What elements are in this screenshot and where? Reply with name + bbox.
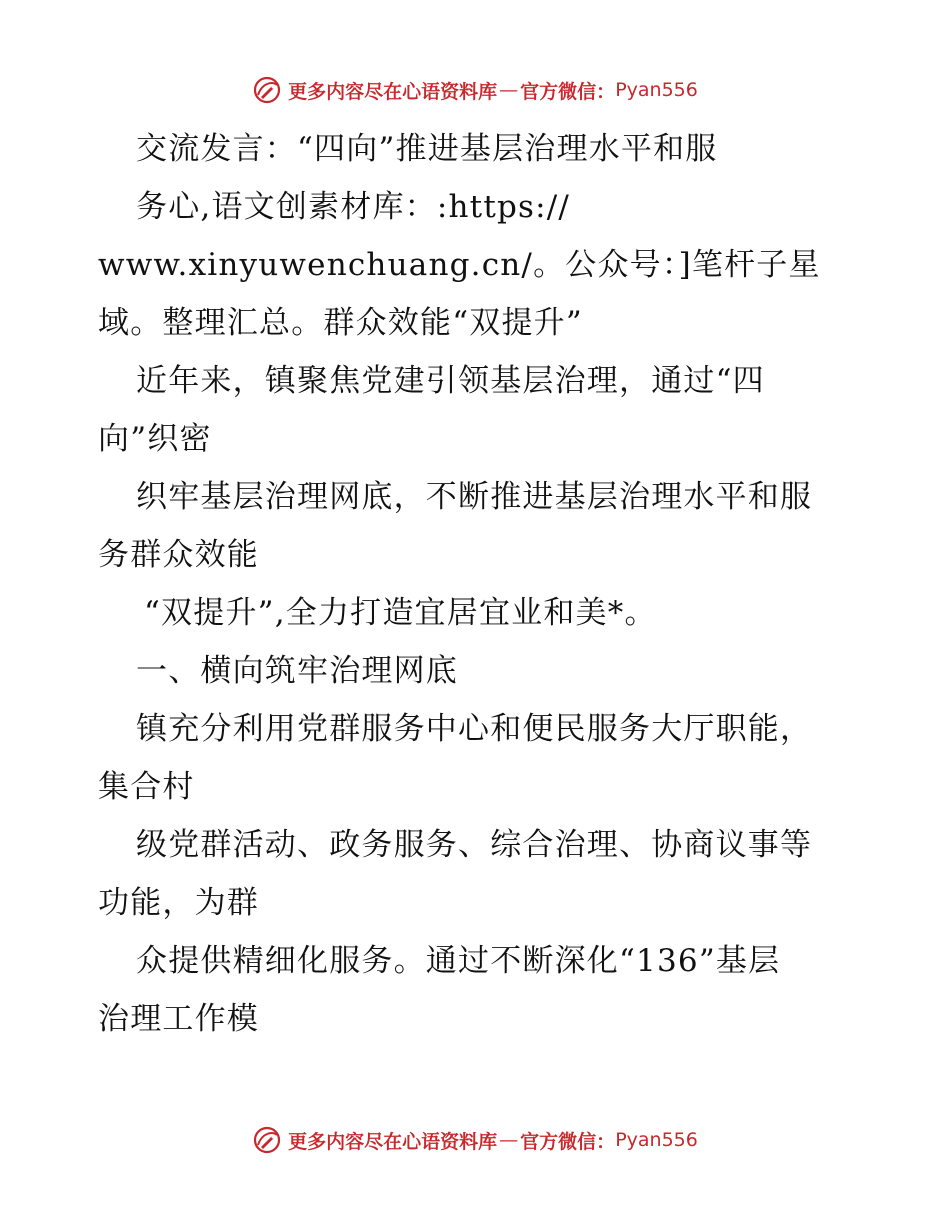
text-line: 向”织密	[98, 421, 212, 457]
text-line: 务群众效能	[98, 537, 259, 573]
text-line: 镇充分利用党群服务中心和便民服务大厅职能，	[136, 711, 813, 747]
text-line: 众提供精细化服务。通过不断深化“136”基层	[136, 943, 781, 979]
watermark-main-text: 更多内容尽在心语资料库	[288, 1130, 498, 1153]
watermark-official-label: 官方微信：	[520, 1130, 616, 1153]
watermark-separator: —	[499, 79, 519, 101]
text-line: 交流发言：“四向”推进基层治理水平和服	[136, 131, 718, 167]
text-line: 级党群活动、政务服务、综合治理、协商议事等	[136, 827, 813, 863]
text-line: 近年来，镇聚焦党建引领基层治理，通过“四	[136, 363, 765, 399]
pen-swirl-logo-icon	[252, 1125, 282, 1155]
watermark-main-text: 更多内容尽在心语资料库	[288, 80, 498, 103]
pen-swirl-logo-icon	[252, 75, 282, 105]
watermark-official-label: 官方微信：	[520, 80, 616, 103]
watermark-wechat-id: Pyan556	[615, 79, 698, 101]
text-line: 集合村	[98, 769, 195, 805]
text-line: 务心,语文创素材库：:https://	[136, 189, 571, 225]
text-line: 织牢基层治理网底，不断推进基层治理水平和服	[136, 479, 813, 515]
watermark-wechat-id: Pyan556	[615, 1129, 698, 1151]
text-line: 域。整理汇总。群众效能“双提升”	[98, 305, 583, 341]
watermark-separator: —	[499, 1129, 519, 1151]
text-line: 功能，为群	[98, 885, 259, 921]
footer-watermark	[0, 1122, 950, 1158]
document-body	[98, 120, 878, 1048]
section-heading: 一、横向筑牢治理网底	[136, 653, 458, 689]
text-line: 治理工作模	[98, 1001, 259, 1037]
header-watermark	[0, 72, 950, 108]
text-line: “双提升”,全力打造宜居宜业和美*。	[144, 595, 657, 631]
text-line: www.xinyuwenchuang.cn/。公众号：]笔杆子星	[98, 247, 821, 283]
